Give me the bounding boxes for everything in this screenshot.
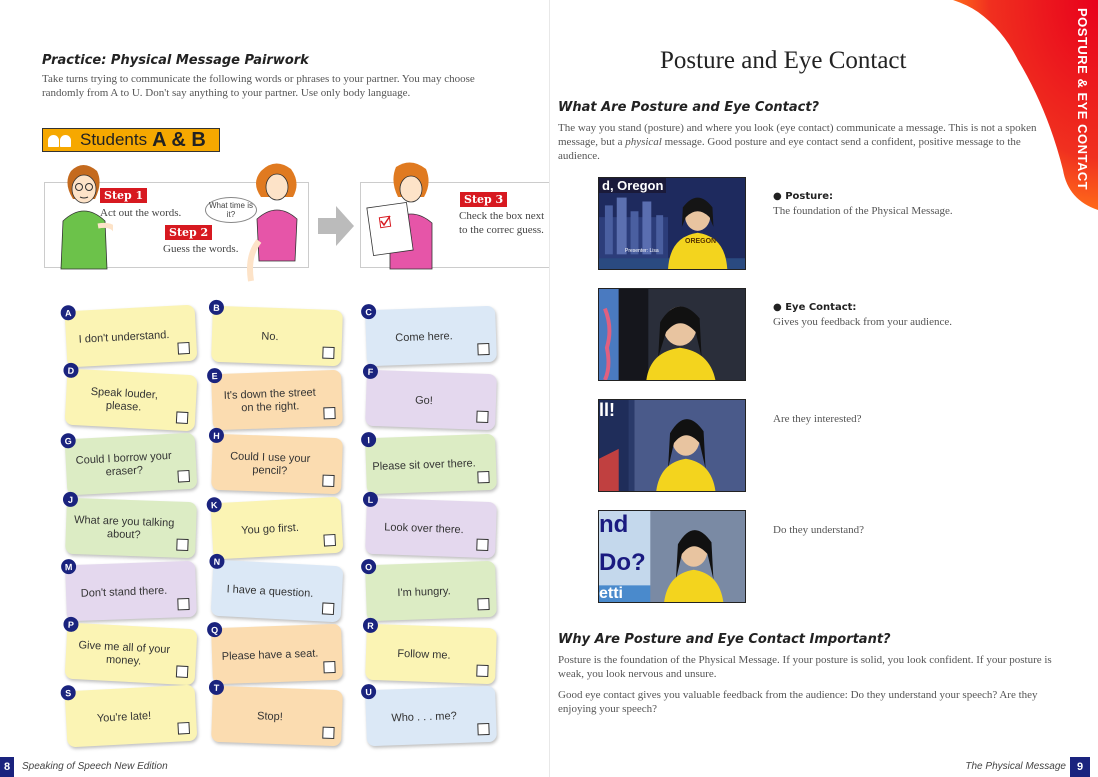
- card-checkbox[interactable]: [477, 598, 489, 610]
- phrase-card: [65, 305, 198, 368]
- card-phrase: Look over there.: [384, 520, 464, 536]
- right-page: [549, 0, 1098, 777]
- card-letter-badge: C: [361, 304, 377, 320]
- card-phrase: Speak louder, please.: [90, 385, 159, 414]
- section1-heading: What Are Posture and Eye Contact?: [558, 100, 820, 115]
- section1-text: The way you stand (posture) and where you look (eye contact) communicate a message. This is not a spoken message, but a physical message. Good posture and eye contact send a confident, positive message to the audience.: [558, 122, 1037, 162]
- video4-overlay-3: etti: [599, 585, 623, 602]
- card-checkbox[interactable]: [177, 342, 190, 355]
- card-phrase: Could I borrow your eraser?: [75, 449, 172, 479]
- student-b-illustration: [243, 161, 313, 291]
- card-letter-badge: U: [361, 684, 377, 700]
- arrow-right-icon: [318, 206, 354, 246]
- card-letter-badge: E: [207, 368, 223, 384]
- section2-paragraph-1: Posture is the foundation of the Physical Message. If your posture is solid, you look confident. If your posture is weak, you look nervous and unsure.: [558, 654, 1052, 680]
- phrase-card: [65, 561, 197, 622]
- students-label: Students: [80, 130, 148, 149]
- step2-badge: Step 2: [165, 225, 212, 240]
- card-letter-badge: R: [363, 618, 379, 634]
- video4-overlay-2: Do?: [599, 549, 646, 576]
- phrase-card: [365, 434, 497, 495]
- card-checkbox[interactable]: [477, 723, 489, 735]
- card-letter-badge: G: [60, 433, 76, 449]
- card-phrase: You go first.: [240, 521, 300, 537]
- practice-title: Practice: Physical Message Pairwork: [42, 53, 309, 68]
- card-checkbox[interactable]: [322, 475, 334, 487]
- card-checkbox[interactable]: [322, 602, 335, 615]
- book-title: Speaking of Speech New Edition: [22, 761, 168, 772]
- video-still-posture: [598, 177, 746, 270]
- card-letter-badge: J: [63, 492, 79, 508]
- practice-instructions: Take turns trying to communicate the following words or phrases to your partner. You may choose randomly from A to U. Don't say anything to your partner. Use only body language.: [42, 73, 475, 99]
- card-phrase: Please have a seat.: [221, 647, 319, 663]
- phrase-card: [65, 494, 197, 559]
- student-a-illustration: [53, 161, 113, 281]
- footer-title: The Physical Message: [965, 761, 1066, 772]
- card-letter-badge: D: [63, 362, 79, 378]
- step2-text: Guess the words.: [163, 243, 239, 255]
- item-posture-desc: The foundation of the Physical Message.: [773, 205, 953, 217]
- phrase-card: [65, 365, 198, 432]
- card-phrase: Come here.: [395, 329, 453, 344]
- card-checkbox[interactable]: [476, 665, 488, 677]
- card-phrase: It's down the street on the right.: [223, 386, 316, 415]
- phrase-card: [211, 682, 343, 747]
- page-number-left: 8: [0, 757, 14, 777]
- card-letter-badge: L: [363, 492, 379, 508]
- card-checkbox[interactable]: [477, 343, 489, 355]
- card-letter-badge: M: [61, 559, 77, 575]
- chapter-side-tab: POSTURE & EYE CONTACT: [1075, 8, 1090, 191]
- phrase-card: [365, 561, 497, 622]
- item-posture-label: ● Posture:: [773, 191, 833, 202]
- students-ab: A & B: [152, 128, 206, 151]
- card-checkbox[interactable]: [322, 727, 334, 739]
- page-number-right: 9: [1070, 757, 1090, 777]
- card-checkbox[interactable]: [177, 470, 190, 483]
- item-eye-contact-label: ● Eye Contact:: [773, 302, 857, 313]
- corner-decoration: [898, 0, 1098, 210]
- video-still-interested: [598, 399, 746, 492]
- section2-paragraph-2: Good eye contact gives you valuable feedback from the audience: Do they understand your speech? Are they enjoying your speech?: [558, 689, 1038, 715]
- phrase-card: [65, 433, 198, 496]
- card-checkbox[interactable]: [476, 539, 488, 551]
- card-checkbox[interactable]: [176, 411, 189, 424]
- students-icon: [48, 133, 74, 147]
- card-phrase: Give me all of your money.: [78, 639, 171, 668]
- card-checkbox[interactable]: [476, 411, 488, 423]
- item-eye-contact-desc: Gives you feedback from your audience.: [773, 316, 952, 328]
- card-letter-badge: O: [361, 559, 377, 575]
- video1-overlay: d, Oregon: [599, 178, 666, 193]
- step1-text: Act out the words.: [100, 207, 182, 219]
- step1-badge: Step 1: [100, 188, 147, 203]
- step3-illustration: [360, 182, 549, 268]
- video1-caption: Presenter: Lisa: [625, 248, 659, 254]
- phrase-card: [211, 497, 344, 560]
- card-letter-badge: F: [363, 364, 379, 380]
- card-letter-badge: B: [209, 300, 225, 316]
- phrase-card: [365, 620, 497, 685]
- phrase-card: [211, 370, 343, 431]
- card-phrase: Could I use your pencil?: [229, 450, 311, 478]
- card-letter-badge: T: [209, 680, 225, 696]
- page-title: Posture and Eye Contact: [660, 47, 907, 74]
- card-phrase: You're late!: [96, 709, 152, 725]
- card-phrase: Who . . . me?: [391, 709, 457, 724]
- card-letter-badge: P: [63, 616, 79, 632]
- card-letter-badge: I: [361, 432, 377, 448]
- card-phrase: Follow me.: [397, 647, 451, 662]
- steps-illustration: [44, 182, 309, 268]
- student-checking-illustration: [366, 161, 456, 271]
- phrase-card: [211, 430, 343, 495]
- card-phrase: I don't understand.: [78, 328, 170, 346]
- card-checkbox[interactable]: [177, 598, 189, 610]
- phrase-card: [211, 302, 343, 367]
- item-understand-desc: Do they understand?: [773, 524, 865, 536]
- phrase-card: [65, 619, 198, 686]
- phrase-card: [211, 624, 343, 685]
- card-phrase: Go!: [414, 393, 434, 407]
- item-interested-desc: Are they interested?: [773, 413, 862, 425]
- phrase-card: [211, 556, 344, 623]
- card-phrase: Please sit over there.: [372, 456, 476, 473]
- card-letter-badge: N: [209, 553, 225, 569]
- phrase-card: [365, 494, 497, 559]
- card-letter-badge: A: [60, 305, 76, 321]
- card-checkbox[interactable]: [323, 407, 335, 419]
- card-phrase: No.: [261, 329, 279, 343]
- video4-overlay-1: nd: [599, 511, 629, 538]
- card-letter-badge: K: [206, 497, 222, 513]
- card-phrase: I'm hungry.: [397, 584, 451, 599]
- video-still-eye-contact: [598, 288, 746, 381]
- speech-bubble: What time is it?: [205, 197, 257, 223]
- students-banner: [42, 128, 220, 152]
- step3-badge: Step 3: [460, 192, 507, 207]
- card-letter-badge: H: [209, 428, 225, 444]
- card-checkbox[interactable]: [323, 661, 335, 673]
- phrase-card: [365, 686, 497, 747]
- video3-overlay: ll!: [599, 400, 615, 420]
- card-phrase: Don't stand there.: [80, 584, 168, 600]
- card-checkbox[interactable]: [177, 722, 190, 735]
- card-phrase: I have a question.: [226, 582, 314, 600]
- phrase-card: [365, 306, 497, 367]
- card-phrase: What are you talking about?: [73, 514, 175, 542]
- card-phrase: Stop!: [256, 709, 284, 723]
- card-checkbox[interactable]: [323, 534, 336, 547]
- card-checkbox[interactable]: [477, 471, 489, 483]
- card-checkbox[interactable]: [176, 665, 189, 678]
- video1-shirt-text: OREGON: [685, 238, 717, 245]
- card-checkbox[interactable]: [322, 347, 334, 359]
- card-letter-badge: Q: [207, 622, 223, 638]
- video-still-understand: [598, 510, 746, 603]
- card-checkbox[interactable]: [176, 539, 188, 551]
- phrase-card: [65, 685, 198, 748]
- step3-text: Check the box next to the correc guess.: [459, 210, 545, 236]
- card-letter-badge: S: [60, 685, 76, 701]
- section2-heading: Why Are Posture and Eye Contact Important?: [558, 632, 891, 647]
- phrase-card: [365, 366, 497, 431]
